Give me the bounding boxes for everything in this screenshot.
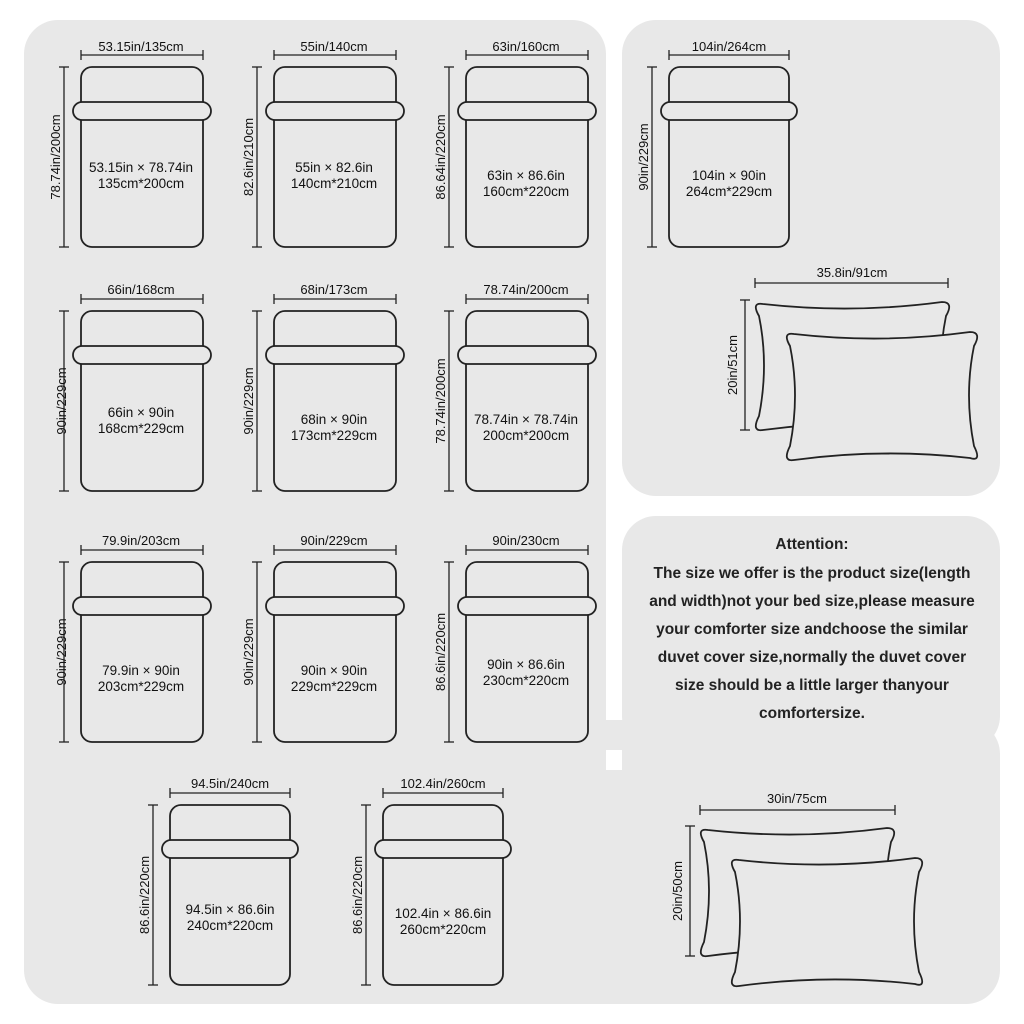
- duvet-band: [661, 102, 797, 120]
- duvet-width-label: 55in/140cm: [300, 39, 368, 54]
- pillow-height-label: 20in/50cm: [670, 861, 685, 921]
- duvet-size-in: 90in × 90in: [300, 663, 368, 678]
- duvet-outline: [274, 67, 396, 247]
- duvet-size-cm: 200cm*200cm: [482, 428, 570, 443]
- duvet-width-label: 66in/168cm: [107, 282, 175, 297]
- duvet-height-label: 90in/229cm: [54, 618, 69, 686]
- duvet-band: [73, 597, 211, 615]
- duvet-outline: [170, 805, 290, 985]
- duvet-width-label: 90in/229cm: [300, 533, 368, 548]
- duvet-height-label: 78.74in/200cm: [48, 114, 63, 200]
- duvet-size-cm: 168cm*229cm: [97, 421, 185, 436]
- duvet-width-label: 102.4in/260cm: [400, 776, 486, 791]
- duvet-size-cm: 240cm*220cm: [186, 918, 274, 933]
- duvet-size-in: 102.4in × 86.6in: [394, 906, 492, 921]
- duvet-size-text: [291, 663, 377, 695]
- duvet-size-cm: 260cm*220cm: [399, 922, 487, 937]
- duvet-size-text: [686, 168, 772, 200]
- duvet-outline: [383, 805, 503, 985]
- duvet-width-label: 78.74in/200cm: [483, 282, 569, 297]
- duvet-band: [162, 840, 298, 858]
- attention-line: your comforter size andchoose the similar: [656, 621, 968, 638]
- attention-line: size should be a little larger thanyour: [675, 677, 949, 694]
- pillow-front-outline: [732, 858, 922, 986]
- duvet-outline: [81, 562, 203, 742]
- duvet-outline: [466, 562, 588, 742]
- duvet-size-in: 53.15in × 78.74in: [89, 160, 193, 175]
- duvet-outline: [274, 311, 396, 491]
- duvet-size-in: 90in × 86.6in: [487, 657, 565, 672]
- duvet-size-in: 78.74in × 78.74in: [474, 412, 578, 427]
- duvet-band: [73, 102, 211, 120]
- attention-note: [624, 536, 1000, 728]
- duvet-size-text: [395, 906, 491, 938]
- duvet-width-label: 79.9in/203cm: [101, 533, 181, 548]
- duvet-width-label: 94.5in/240cm: [190, 776, 270, 791]
- duvet-band: [458, 102, 596, 120]
- attention-line: The size we offer is the product size(length: [653, 565, 971, 582]
- duvet-size-cm: 229cm*229cm: [290, 679, 378, 694]
- duvet-size-in: 94.5in × 86.6in: [185, 902, 275, 917]
- duvet-band: [266, 346, 404, 364]
- attention-line: and width)not your bed size,please measure: [649, 593, 975, 610]
- duvet-outline: [466, 311, 588, 491]
- duvet-size-text: [98, 663, 184, 695]
- duvet-band: [375, 840, 511, 858]
- duvet-band: [266, 597, 404, 615]
- duvet-width-label: 104in/264cm: [691, 39, 767, 54]
- duvet-height-label: 90in/229cm: [636, 123, 651, 191]
- pillow-front-outline: [787, 332, 977, 460]
- duvet-size-in: 104in × 90in: [692, 168, 766, 183]
- duvet-size-cm: 230cm*220cm: [482, 673, 570, 688]
- duvet-outline: [81, 67, 203, 247]
- duvet-band: [458, 346, 596, 364]
- duvet-size-in: 63in × 86.6in: [487, 168, 565, 183]
- attention-line: duvet cover size,normally the duvet cover: [657, 649, 967, 666]
- duvet-band: [266, 102, 404, 120]
- pillow-width-label: 30in/75cm: [767, 791, 827, 806]
- duvet-height-label: 90in/229cm: [54, 367, 69, 435]
- duvet-size-text: [483, 657, 569, 689]
- duvet-size-in: 68in × 90in: [300, 412, 368, 427]
- duvet-height-label: 90in/229cm: [241, 367, 256, 435]
- duvet-height-label: 86.6in/220cm: [433, 612, 448, 692]
- duvet-size-text: [291, 412, 377, 444]
- duvet-size-cm: 140cm*210cm: [290, 176, 378, 191]
- duvet-size-cm: 203cm*229cm: [97, 679, 185, 694]
- duvet-size-cm: 173cm*229cm: [290, 428, 378, 443]
- duvet-height-label: 78.74in/200cm: [433, 358, 448, 444]
- attention-title: Attention:: [775, 536, 849, 553]
- attention-line: comfortersize.: [759, 705, 865, 722]
- duvet-size-cm: 135cm*200cm: [97, 176, 185, 191]
- duvet-height-label: 90in/229cm: [241, 618, 256, 686]
- duvet-height-label: 86.6in/220cm: [137, 855, 152, 935]
- duvet-band: [73, 346, 211, 364]
- duvet-outline: [274, 562, 396, 742]
- duvet-height-label: 86.6in/220cm: [350, 855, 365, 935]
- duvet-outline: [669, 67, 789, 247]
- duvet-outline: [466, 67, 588, 247]
- duvet-size-cm: 160cm*220cm: [482, 184, 570, 199]
- duvet-band: [458, 597, 596, 615]
- pillow-width-label: 35.8in/91cm: [816, 265, 888, 280]
- duvet-size-text: [474, 412, 578, 444]
- duvet-height-label: 86.64in/220cm: [433, 114, 448, 200]
- duvet-size-text: [483, 168, 569, 200]
- duvet-size-in: 55in × 82.6in: [295, 160, 373, 175]
- duvet-width-label: 63in/160cm: [492, 39, 560, 54]
- duvet-width-label: 90in/230cm: [492, 533, 560, 548]
- duvet-height-label: 82.6in/210cm: [241, 117, 256, 197]
- duvet-size-cm: 264cm*229cm: [685, 184, 773, 199]
- duvet-size-text: [89, 160, 193, 192]
- duvet-size-in: 66in × 90in: [107, 405, 175, 420]
- duvet-size-text: [291, 160, 377, 192]
- pillow-height-label: 20in/51cm: [725, 335, 740, 395]
- duvet-size-in: 79.9in × 90in: [102, 663, 180, 678]
- duvet-width-label: 68in/173cm: [300, 282, 368, 297]
- duvet-outline: [81, 311, 203, 491]
- duvet-size-text: [98, 405, 184, 437]
- duvet-width-label: 53.15in/135cm: [98, 39, 184, 54]
- duvet-size-text: [186, 902, 275, 934]
